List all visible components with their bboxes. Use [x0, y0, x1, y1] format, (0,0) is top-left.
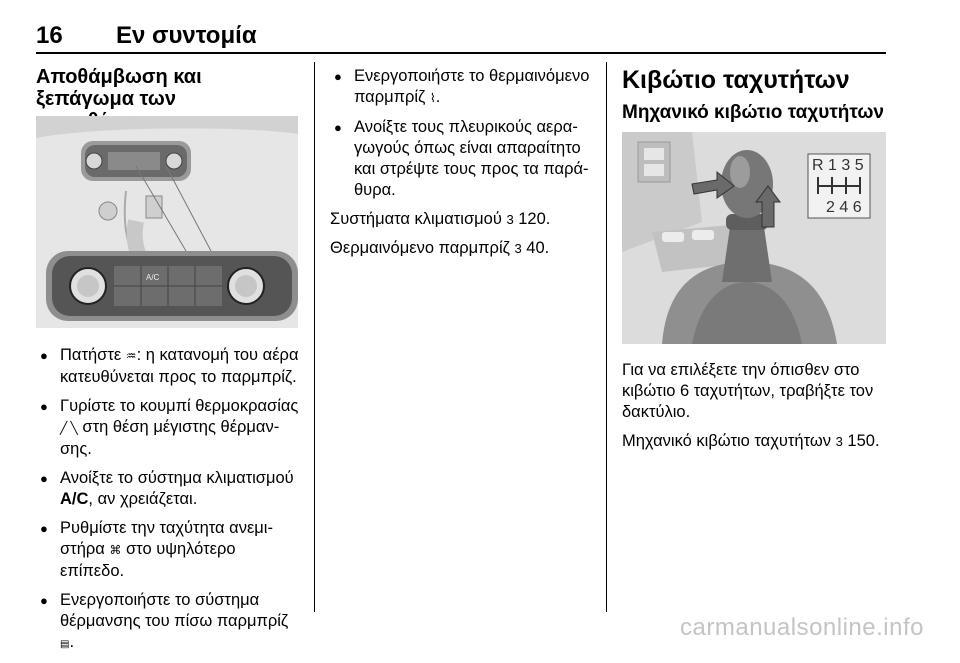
- heading-gearbox: Κιβώτιο ταχυτήτων: [622, 66, 850, 94]
- column-divider-1: [314, 62, 315, 612]
- subheading-manual-gearbox: Μηχανικό κιβώτιο ταχυτήτων: [622, 102, 884, 123]
- text: θυρα.: [354, 181, 396, 199]
- column-2: [330, 66, 600, 267]
- column-divider-2: [606, 62, 607, 612]
- defrost-steps-list: [36, 345, 302, 655]
- page-number: 16: [36, 22, 63, 49]
- shift-pattern-bottom: 2 4 6: [826, 199, 862, 216]
- text: ● Ενεργοποιήστε το θερμαινόμενο: [354, 67, 590, 85]
- defrost-icon: ♒: [125, 349, 137, 363]
- text: κατευθύνεται προς το παρμπρίζ.: [60, 368, 297, 386]
- text: και στρέψτε τους προς τα παρά-: [354, 160, 589, 178]
- text: δακτύλιο.: [622, 403, 691, 421]
- text: ● Ενεργοποιήστε το σύστημα: [60, 591, 260, 609]
- reference-arrow-icon: 3: [506, 212, 514, 227]
- ac-label: A/C: [60, 490, 89, 508]
- list-item: [330, 66, 600, 109]
- fan-icon: ⌘: [109, 543, 122, 557]
- text: Θερμαινόμενο παρμπρίζ: [330, 239, 515, 257]
- reference-arrow-icon: 3: [514, 241, 522, 256]
- rear-window-heater-icon: ▤: [60, 639, 70, 650]
- climate-panel-drawing: [36, 116, 298, 328]
- text: ● Ανοίξτε τους πλευρικούς αερα-: [354, 118, 578, 136]
- text: Συστήματα κλιματισμού: [330, 210, 507, 228]
- text: στο υψηλότερο επίπεδο.: [60, 540, 236, 580]
- text: γωγούς όπως είναι απαραίτητο: [354, 139, 581, 157]
- reverse-gear-paragraph: [622, 360, 886, 423]
- text: στήρα: [60, 540, 110, 558]
- reference-manual-gearbox: [622, 431, 886, 452]
- text: .: [69, 633, 75, 651]
- column-3-text: [622, 360, 886, 460]
- text: Μηχανικό κιβώτιο ταχυτήτων: [622, 432, 836, 450]
- text: στη θέση μέγιστης θέρμαν-: [77, 418, 280, 436]
- text: 120.: [513, 210, 551, 228]
- text: : η κατανομή του αέρα: [136, 346, 299, 364]
- climate-panel-illustration: [36, 116, 298, 328]
- reference-arrow-icon: 3: [835, 434, 843, 449]
- text: , αν χρειάζεται.: [88, 490, 198, 508]
- list-item: [330, 117, 600, 201]
- text: θέρμανσης του πίσω παρμπρίζ: [60, 612, 289, 630]
- text: Πατήστε: [60, 346, 126, 364]
- list-item: [36, 396, 302, 460]
- text: κιβώτιο 6 ταχυτήτων, τραβήξτε τον: [622, 382, 874, 400]
- text: .: [435, 88, 441, 106]
- defrost-steps-list-cont: [330, 66, 600, 201]
- text: παρμπρίζ: [354, 88, 430, 106]
- section-title: Εν συντομία: [116, 22, 257, 49]
- list-item: [36, 518, 302, 582]
- list-item: [36, 590, 302, 655]
- heading-line: Αποθάμβωση και ξεπάγωμα των: [36, 66, 202, 110]
- reference-heated-windscreen: [330, 238, 600, 259]
- heated-windscreen-icon: ⌇: [429, 91, 436, 105]
- list-item: [36, 468, 302, 510]
- list-item: [36, 345, 302, 388]
- watermark: carmanualsonline.info: [680, 614, 924, 641]
- text: 40.: [521, 239, 550, 257]
- ac-button-label: A/C: [146, 273, 160, 282]
- temperature-max-icon: ╱ ╲: [60, 421, 78, 435]
- shift-pattern-top: R 1 3 5: [812, 157, 864, 174]
- text: ● Γυρίστε το κουμπί θερμοκρασίας: [60, 397, 299, 415]
- column-1-bullets: [36, 345, 302, 663]
- reference-climate: [330, 209, 600, 230]
- page-header: [36, 22, 886, 56]
- text: 150.: [842, 432, 880, 450]
- text: ● Ανοίξτε το σύστημα κλιματισμού: [60, 469, 294, 487]
- text: ● Ρυθμίστε την ταχύτητα ανεμι-: [60, 519, 273, 537]
- gear-lever-drawing: [622, 132, 886, 344]
- gear-lever-illustration: [622, 132, 886, 344]
- header-rule: [36, 52, 886, 54]
- text: σης.: [60, 440, 92, 458]
- text: Για να επιλέξετε την όπισθεν στο: [622, 361, 860, 379]
- column-3: [622, 66, 886, 124]
